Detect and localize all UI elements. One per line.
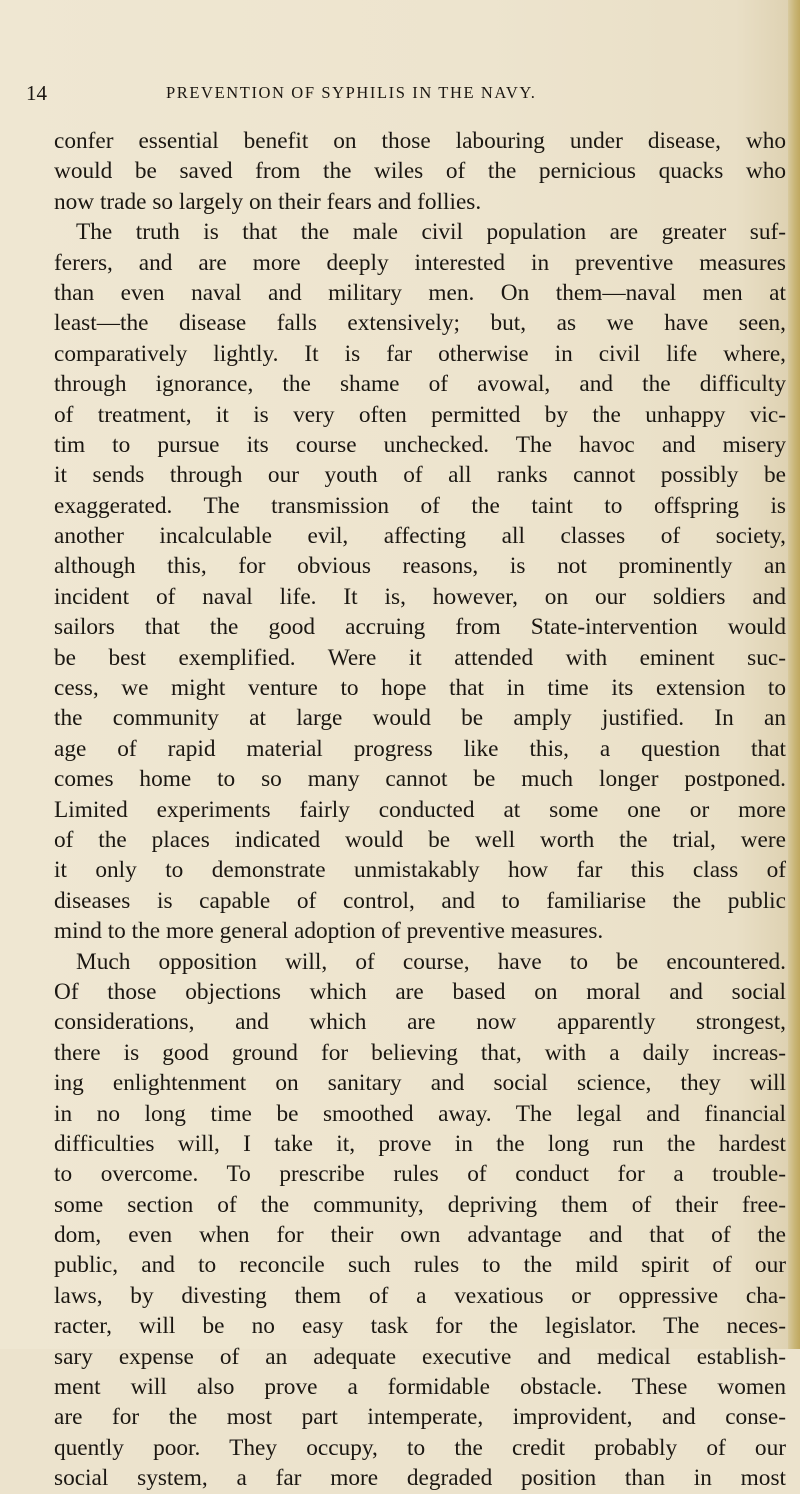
text-line: it sends through our youth of all ranks cannot possibly be: [54, 462, 786, 489]
text-line: would be saved from the wiles of the pernicious quacks who: [54, 158, 786, 185]
text-line: confer essential benefit on those labouring under disease, who: [54, 128, 786, 154]
text-line: Of those objections which are based on moral and social: [54, 978, 786, 1005]
text-line: laws, by divesting them of a vexatious or oppressive cha-: [54, 1282, 786, 1309]
text-line: least—the disease falls extensively; but, as we have seen,: [54, 310, 786, 337]
text-line: difficulties will, I take it, prove in the long run the hardest: [54, 1130, 786, 1157]
text-line: racter, will be no easy task for the legislator. The neces-: [54, 1313, 786, 1340]
text-line: comes home to so many cannot be much longer postponed.: [54, 766, 786, 793]
text-line: there is good ground for believing that, with a daily increas-: [54, 1039, 786, 1066]
text-line: than even naval and military men. On them—naval men at: [54, 279, 786, 306]
text-line: public, and to reconcile such rules to the mild spirit of our: [54, 1252, 786, 1279]
running-head: [26, 80, 766, 106]
text-line: quently poor. They occupy, to the credit probably of our: [54, 1434, 786, 1461]
text-line: social system, a far more degraded position than in most: [54, 1465, 786, 1492]
text-line: ment will also prove a formidable obstacle. These women: [54, 1374, 786, 1401]
text-line: through ignorance, the shame of avowal, and the difficulty: [54, 371, 786, 398]
text-line: be best exemplified. Were it attended with eminent suc-: [54, 644, 786, 671]
running-title: PREVENTION OF SYPHILIS IN THE NAVY.: [166, 83, 537, 102]
text-line: are for the most part intemperate, improvident, and conse-: [54, 1404, 786, 1431]
text-line: Much opposition will, of course, have to be encountered.: [76, 948, 786, 975]
text-line: some section of the community, depriving them of their free-: [54, 1191, 786, 1218]
page-number: 14: [26, 81, 47, 105]
text-line: of treatment, it is very often permitted by the unhappy vic-: [54, 401, 786, 428]
text-line: the community at large would be amply justified. In an: [54, 705, 786, 732]
page-edge: [788, 0, 800, 1349]
text-line: comparatively lightly. It is far otherwise in civil life where,: [54, 340, 786, 367]
text-line: incident of naval life. It is, however, on our soldiers and: [54, 583, 786, 610]
body-text: [54, 126, 786, 1494]
text-line: mind to the more general adoption of preventive measures.: [54, 918, 604, 945]
text-line: although this, for obvious reasons, is not prominently an: [54, 553, 786, 580]
text-line: The truth is that the male civil population are greater suf-: [76, 219, 786, 246]
text-line: in no long time be smoothed away. The legal and financial: [54, 1100, 786, 1127]
text-line: another incalculable evil, affecting all classes of society,: [54, 523, 786, 550]
text-line: age of rapid material progress like this, a question that: [54, 735, 786, 762]
text-line: Limited experiments fairly conducted at some one or more: [54, 796, 786, 823]
text-line: now trade so largely on their fears and follies.: [54, 188, 482, 215]
text-line: sailors that the good accruing from State-intervention would: [54, 614, 786, 641]
text-line: considerations, and which are now apparently strongest,: [54, 1009, 786, 1036]
text-line: to overcome. To prescribe rules of conduct for a trouble-: [54, 1161, 786, 1188]
text-line: exaggerated. The transmission of the taint to offspring is: [54, 492, 786, 519]
text-line: ing enlightenment on sanitary and social science, they will: [54, 1070, 786, 1097]
text-line: it only to demonstrate unmistakably how far this class of: [54, 857, 786, 884]
text-line: diseases is capable of control, and to familiarise the public: [54, 887, 786, 914]
text-line: ferers, and are more deeply interested in preventive measures: [54, 249, 786, 276]
text-line: sary expense of an adequate executive and medical establish-: [54, 1343, 786, 1370]
text-line: cess, we might venture to hope that in time its extension to: [54, 675, 786, 702]
text-line: tim to pursue its course unchecked. The havoc and misery: [54, 431, 786, 458]
text-line: dom, even when for their own advantage and that of the: [54, 1222, 786, 1249]
text-line: of the places indicated would be well worth the trial, were: [54, 826, 786, 853]
